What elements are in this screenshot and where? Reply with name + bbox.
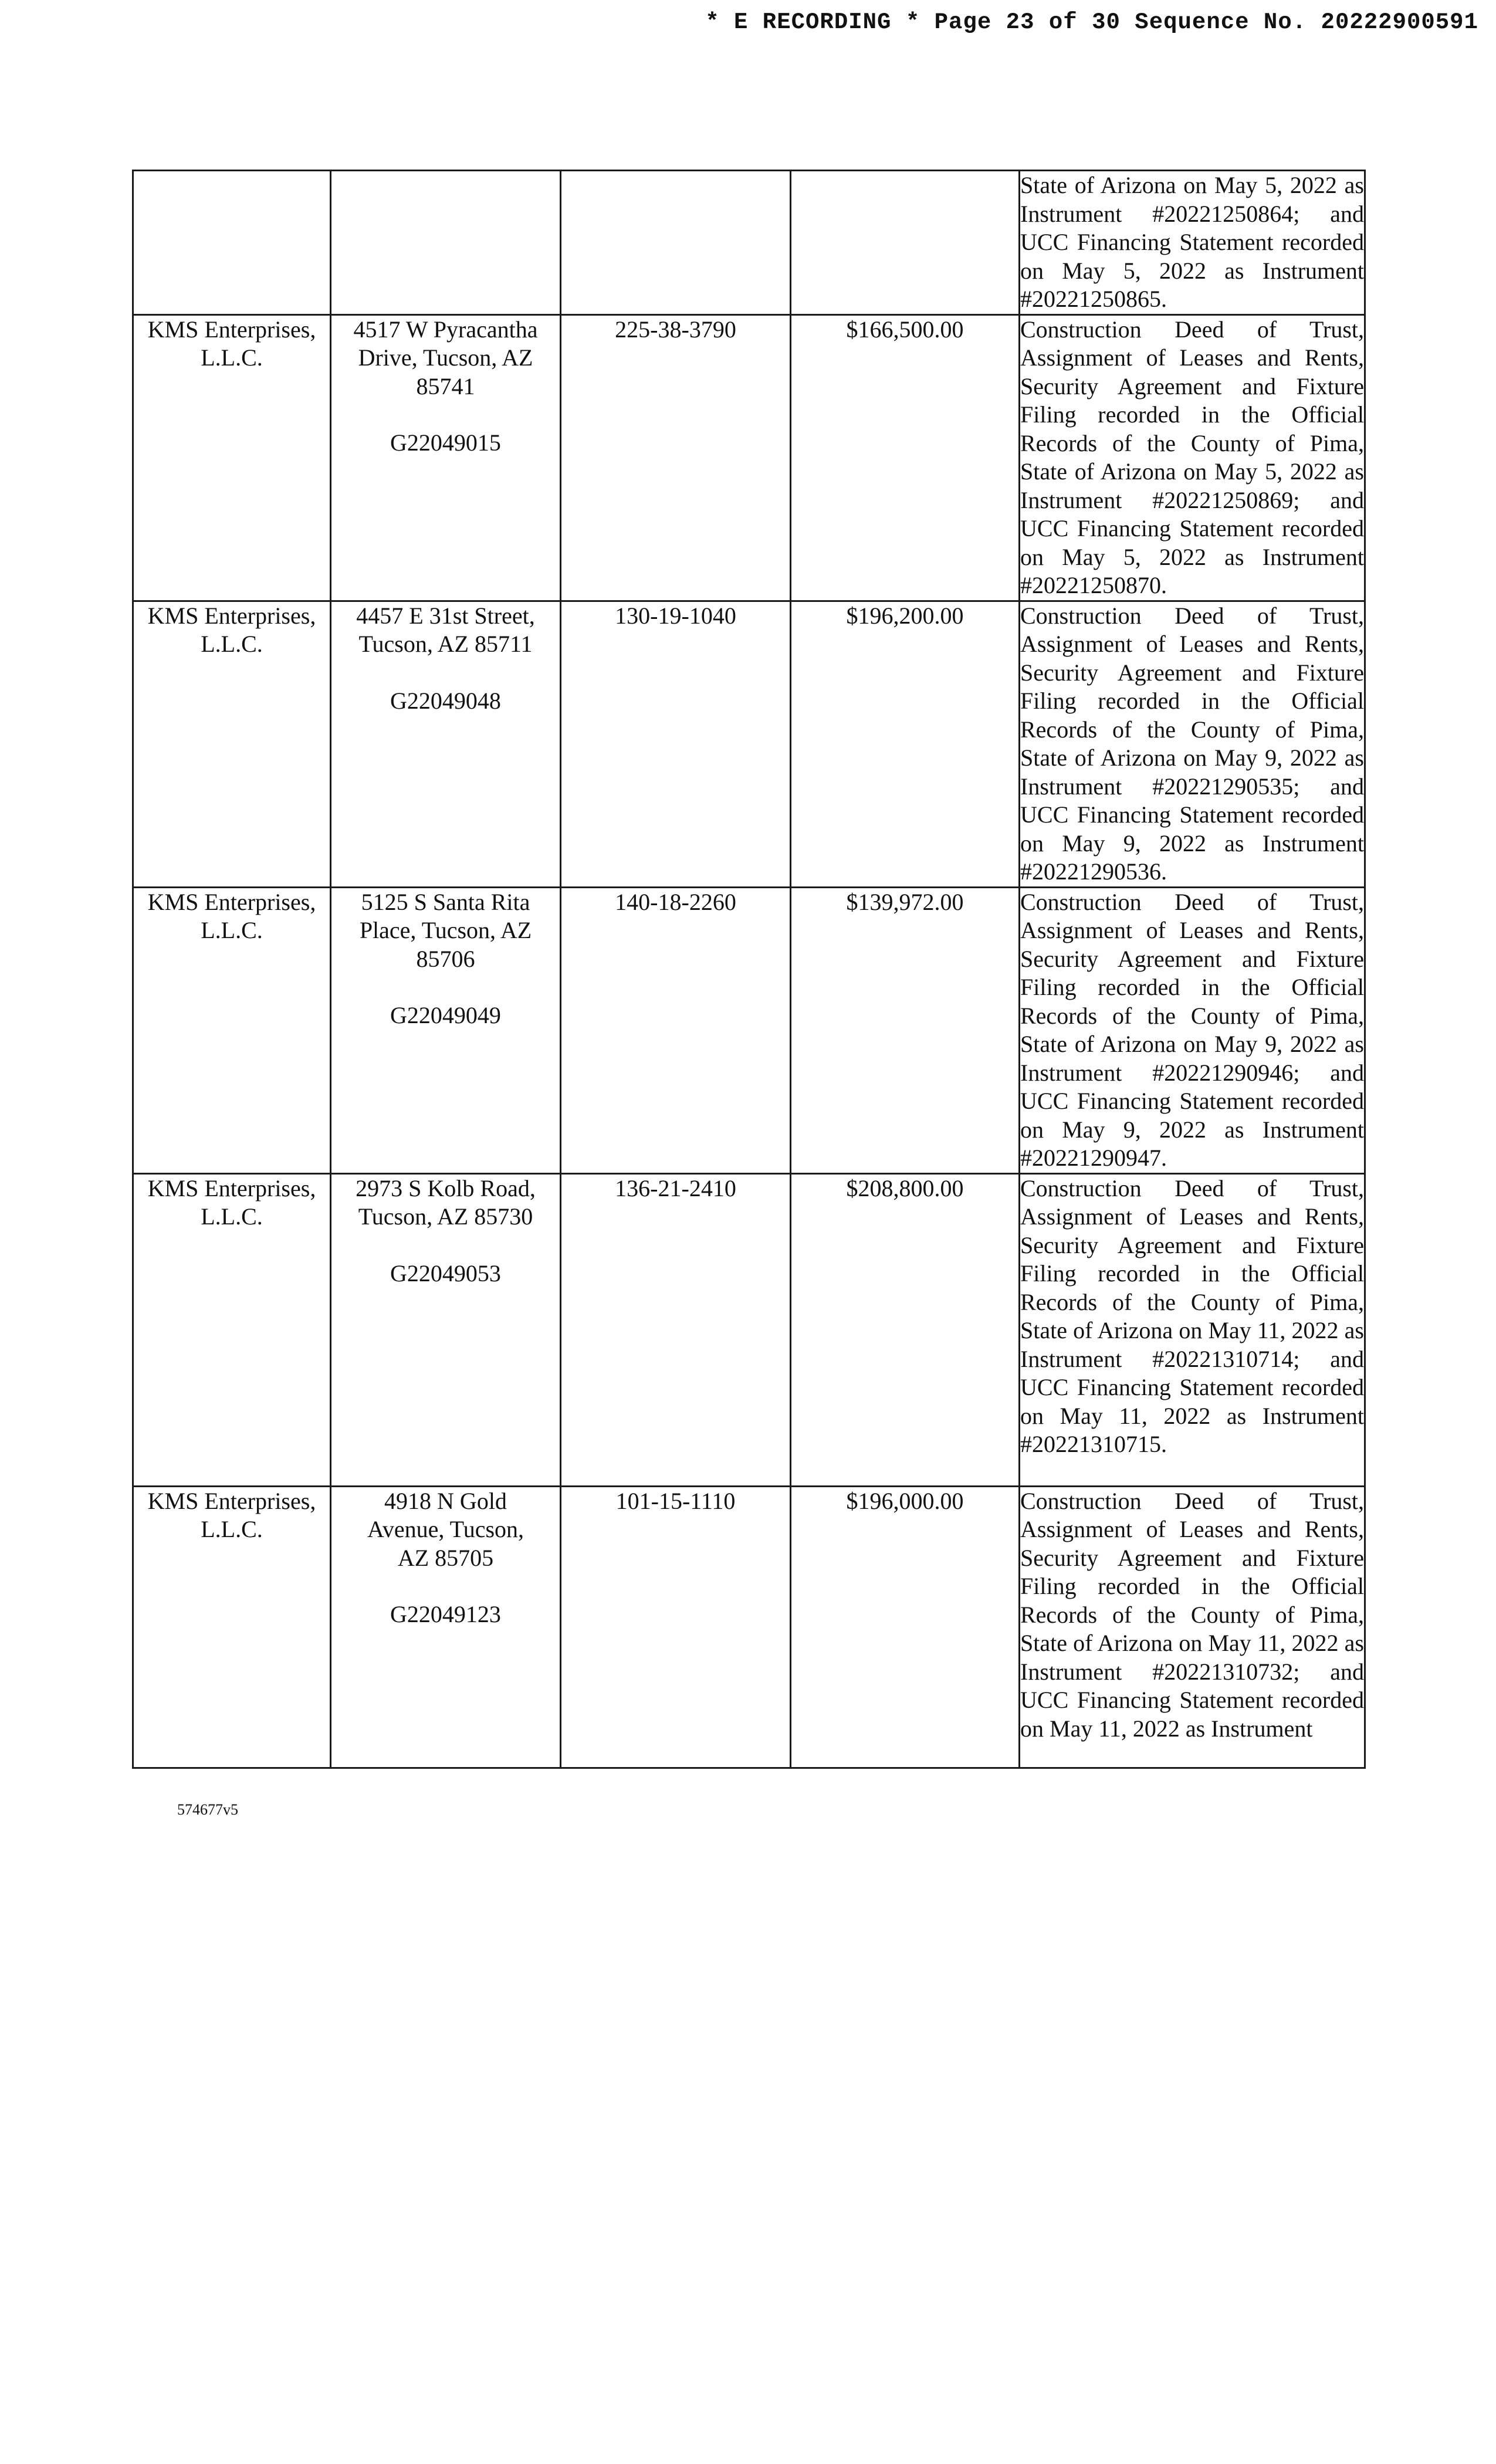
- amount-cell: $208,800.00: [791, 1173, 1020, 1486]
- address-line: Drive, Tucson, AZ: [358, 344, 533, 371]
- table-row: [133, 1173, 1365, 1486]
- amount-cell: $139,972.00: [791, 887, 1020, 1173]
- parcel-number-cell: 140-18-2260: [561, 887, 791, 1173]
- address-cell: [331, 1486, 561, 1768]
- address-cell: [331, 601, 561, 887]
- property-records-table: [132, 170, 1366, 1769]
- owner-cell: KMS Enterprises, L.L.C.: [133, 314, 331, 601]
- table-row: [133, 887, 1365, 1173]
- amount-cell: $166,500.00: [791, 314, 1020, 601]
- amount-cell: [791, 171, 1020, 315]
- address-line: 5125 S Santa Rita: [361, 888, 530, 915]
- amount-cell: $196,200.00: [791, 601, 1020, 887]
- address-line: Avenue, Tucson,: [367, 1516, 524, 1542]
- address-line: Tucson, AZ 85711: [358, 631, 533, 657]
- address-line: 85706: [416, 945, 475, 972]
- table-row: [133, 314, 1365, 601]
- address-cell: [331, 171, 561, 315]
- description-cell: State of Arizona on May 5, 2022 as Instrument #20221250864; and UCC Financing Statement recorded on May 5, 2022 as Instrument #20221250865.: [1020, 171, 1365, 315]
- address-reference-code: G22049015: [390, 429, 501, 456]
- parcel-number-cell: 101-15-1110: [561, 1486, 791, 1768]
- address-line: AZ 85705: [397, 1544, 494, 1571]
- owner-cell: KMS Enterprises, L.L.C.: [133, 601, 331, 887]
- table-row: [133, 601, 1365, 887]
- records-table-body: [133, 171, 1365, 1768]
- address-line: 85741: [416, 373, 475, 400]
- parcel-number-cell: 225-38-3790: [561, 314, 791, 601]
- address-cell: [331, 887, 561, 1173]
- address-line: Place, Tucson, AZ: [359, 917, 532, 943]
- amount-cell: $196,000.00: [791, 1486, 1020, 1768]
- parcel-number-cell: 130-19-1040: [561, 601, 791, 887]
- address-line: 4457 E 31st Street,: [356, 602, 535, 629]
- document-version-id: 574677v5: [177, 1801, 238, 1818]
- address-reference-code: G22049123: [390, 1601, 501, 1627]
- description-cell: Construction Deed of Trust, Assignment of Leases and Rents, Security Agreement and Fixture Filing recorded in the Official Records of the County of Pima, State of Arizona on May 9, 2022 as Instrument #20221290946; and UCC Financing Statement recorded on May 9, 2022 as Instrument #20221290947.: [1020, 887, 1365, 1173]
- address-reference-code: G22049048: [390, 687, 501, 714]
- address-line: 4517 W Pyracantha: [353, 316, 538, 343]
- description-cell: Construction Deed of Trust, Assignment of Leases and Rents, Security Agreement and Fixture Filing recorded in the Official Records of the County of Pima, State of Arizona on May 9, 2022 as Instrument #20221290535; and UCC Financing Statement recorded on May 9, 2022 as Instrument #20221290536.: [1020, 601, 1365, 887]
- table-row: [133, 1486, 1365, 1768]
- owner-cell: KMS Enterprises, L.L.C.: [133, 1173, 331, 1486]
- parcel-number-cell: 136-21-2410: [561, 1173, 791, 1486]
- description-cell: Construction Deed of Trust, Assignment of Leases and Rents, Security Agreement and Fixture Filing recorded in the Official Records of the County of Pima, State of Arizona on May 11, 2022 as Instrument #20221310732; and UCC Financing Statement recorded on May 11, 2022 as Instrument: [1020, 1486, 1365, 1768]
- address-cell: [331, 314, 561, 601]
- address-cell: [331, 1173, 561, 1486]
- owner-cell: KMS Enterprises, L.L.C.: [133, 887, 331, 1173]
- address-line: 4918 N Gold: [384, 1487, 507, 1514]
- parcel-number-cell: [561, 171, 791, 315]
- recording-header: * E RECORDING * Page 23 of 30 Sequence No. 20222900591: [705, 9, 1478, 35]
- owner-cell: [133, 171, 331, 315]
- address-reference-code: G22049049: [390, 1002, 501, 1028]
- address-reference-code: G22049053: [390, 1260, 501, 1287]
- address-line: Tucson, AZ 85730: [358, 1203, 533, 1230]
- address-line: 2973 S Kolb Road,: [356, 1175, 536, 1201]
- table-row: [133, 171, 1365, 315]
- description-cell: Construction Deed of Trust, Assignment of Leases and Rents, Security Agreement and Fixture Filing recorded in the Official Records of the County of Pima, State of Arizona on May 5, 2022 as Instrument #20221250869; and UCC Financing Statement recorded on May 5, 2022 as Instrument #20221250870.: [1020, 314, 1365, 601]
- description-cell: Construction Deed of Trust, Assignment of Leases and Rents, Security Agreement and Fixture Filing recorded in the Official Records of the County of Pima, State of Arizona on May 11, 2022 as Instrument #20221310714; and UCC Financing Statement recorded on May 11, 2022 as Instrument #20221310715.: [1020, 1173, 1365, 1486]
- owner-cell: KMS Enterprises, L.L.C.: [133, 1486, 331, 1768]
